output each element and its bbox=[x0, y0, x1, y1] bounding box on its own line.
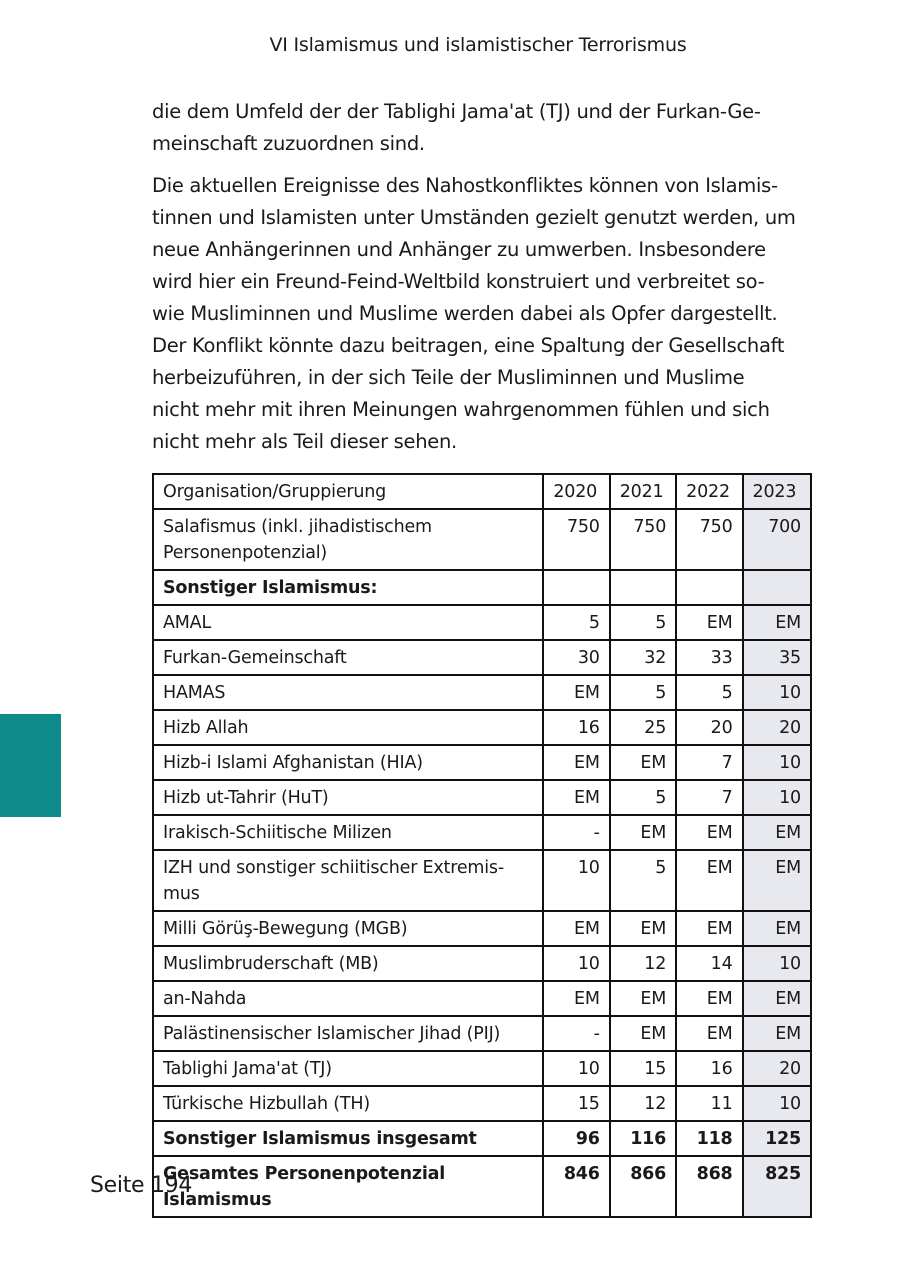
row-label-line: IZH und sonstiger schiitischer Extremis- bbox=[163, 858, 504, 878]
value-cell: 846 bbox=[543, 1156, 609, 1217]
value-cell: - bbox=[543, 1016, 609, 1051]
table-row bbox=[153, 675, 811, 710]
value-cell: 11 bbox=[676, 1086, 742, 1121]
personenpotenzial-table bbox=[152, 473, 812, 1218]
value-cell: 750 bbox=[543, 509, 609, 570]
value-cell: EM bbox=[743, 911, 811, 946]
running-header: VI Islamismus und islamistischer Terrorismus bbox=[269, 34, 687, 56]
value-cell: 16 bbox=[543, 710, 609, 745]
table-row bbox=[153, 605, 811, 640]
value-cell: EM bbox=[543, 745, 609, 780]
header-cell-year: 2020 bbox=[543, 474, 609, 509]
text-line: nicht mehr mit ihren Meinungen wahrgenommen fühlen und sich bbox=[152, 398, 770, 421]
value-cell: 7 bbox=[676, 745, 742, 780]
row-label-cell: AMAL bbox=[153, 605, 543, 640]
row-label-cell: Hizb Allah bbox=[153, 710, 543, 745]
value-cell: 20 bbox=[676, 710, 742, 745]
value-cell: 10 bbox=[743, 1086, 811, 1121]
table-row bbox=[153, 1156, 811, 1217]
table-row bbox=[153, 815, 811, 850]
value-cell: 5 bbox=[676, 675, 742, 710]
value-cell: 5 bbox=[610, 850, 676, 911]
value-cell: 116 bbox=[610, 1121, 676, 1156]
value-cell: 35 bbox=[743, 640, 811, 675]
row-label-line: mus bbox=[163, 884, 200, 904]
value-cell: 7 bbox=[676, 780, 742, 815]
value-cell: 825 bbox=[743, 1156, 811, 1217]
value-cell: EM bbox=[610, 1016, 676, 1051]
value-cell: 15 bbox=[543, 1086, 609, 1121]
value-cell: 20 bbox=[743, 710, 811, 745]
row-label-cell: HAMAS bbox=[153, 675, 543, 710]
value-cell: EM bbox=[610, 815, 676, 850]
row-label-cell: Tablighi Jama'at (TJ) bbox=[153, 1051, 543, 1086]
value-cell: 14 bbox=[676, 946, 742, 981]
chapter-tab-marker bbox=[0, 714, 61, 817]
row-label-line: Salafismus (inkl. jihadistischem bbox=[163, 517, 432, 537]
value-cell: 15 bbox=[610, 1051, 676, 1086]
value-cell: 10 bbox=[743, 675, 811, 710]
value-cell: 5 bbox=[543, 605, 609, 640]
value-cell: EM bbox=[743, 981, 811, 1016]
value-cell: EM bbox=[676, 1016, 742, 1051]
table-row bbox=[153, 911, 811, 946]
value-cell: EM bbox=[743, 605, 811, 640]
table-header-row bbox=[153, 474, 811, 509]
table-row bbox=[153, 1121, 811, 1156]
value-cell: 10 bbox=[543, 946, 609, 981]
table-row bbox=[153, 509, 811, 570]
value-cell: 10 bbox=[543, 850, 609, 911]
row-label-cell: Irakisch-Schiitische Milizen bbox=[153, 815, 543, 850]
row-label-cell: Hizb-i Islami Afghanistan (HIA) bbox=[153, 745, 543, 780]
text-line: Die aktuellen Ereignisse des Nahostkonfliktes können von Islamis- bbox=[152, 174, 778, 197]
table-row bbox=[153, 981, 811, 1016]
value-cell: EM bbox=[676, 605, 742, 640]
value-cell bbox=[610, 570, 676, 605]
table-row bbox=[153, 780, 811, 815]
value-cell: 16 bbox=[676, 1051, 742, 1086]
value-cell: 125 bbox=[743, 1121, 811, 1156]
text-line: neue Anhängerinnen und Anhänger zu umwerben. Insbesondere bbox=[152, 238, 766, 261]
table-row bbox=[153, 710, 811, 745]
value-cell: 750 bbox=[610, 509, 676, 570]
row-label-cell: Türkische Hizbullah (TH) bbox=[153, 1086, 543, 1121]
value-cell: 868 bbox=[676, 1156, 742, 1217]
text-line: tinnen und Islamisten unter Umständen gezielt genutzt werden, um bbox=[152, 206, 796, 229]
value-cell: 5 bbox=[610, 675, 676, 710]
table-row bbox=[153, 570, 811, 605]
text-line: nicht mehr als Teil dieser sehen. bbox=[152, 430, 457, 453]
value-cell: EM bbox=[543, 675, 609, 710]
value-cell: 10 bbox=[543, 1051, 609, 1086]
body-text bbox=[152, 96, 812, 468]
row-label-cell: Hizb ut-Tahrir (HuT) bbox=[153, 780, 543, 815]
value-cell: 5 bbox=[610, 605, 676, 640]
text-line: wird hier ein Freund-Feind-Weltbild konstruiert und verbreitet so- bbox=[152, 270, 765, 293]
table-row bbox=[153, 745, 811, 780]
text-line: meinschaft zuzuordnen sind. bbox=[152, 132, 425, 155]
value-cell: 30 bbox=[543, 640, 609, 675]
header-cell-organisation: Organisation/Gruppierung bbox=[153, 474, 543, 509]
row-label-cell: Palästinensischer Islamischer Jihad (PIJ) bbox=[153, 1016, 543, 1051]
value-cell: 5 bbox=[610, 780, 676, 815]
value-cell: EM bbox=[676, 981, 742, 1016]
text-line: wie Musliminnen und Muslime werden dabei als Opfer dargestellt. bbox=[152, 302, 778, 325]
value-cell: 12 bbox=[610, 946, 676, 981]
value-cell: 700 bbox=[743, 509, 811, 570]
table-row bbox=[153, 1051, 811, 1086]
table-row bbox=[153, 850, 811, 911]
value-cell bbox=[543, 570, 609, 605]
text-line: Der Konflikt könnte dazu beitragen, eine Spaltung der Gesellschaft bbox=[152, 334, 785, 357]
value-cell: EM bbox=[743, 815, 811, 850]
value-cell bbox=[743, 570, 811, 605]
value-cell: EM bbox=[610, 981, 676, 1016]
row-label-cell: Sonstiger Islamismus: bbox=[153, 570, 543, 605]
header-cell-year: 2021 bbox=[610, 474, 676, 509]
paragraph-2 bbox=[152, 170, 812, 458]
row-label-cell: Furkan-Gemeinschaft bbox=[153, 640, 543, 675]
value-cell: 750 bbox=[676, 509, 742, 570]
value-cell: EM bbox=[676, 911, 742, 946]
value-cell: EM bbox=[610, 745, 676, 780]
value-cell: 10 bbox=[743, 745, 811, 780]
row-label-cell: Sonstiger Islamismus insgesamt bbox=[153, 1121, 543, 1156]
value-cell: EM bbox=[543, 780, 609, 815]
value-cell: 32 bbox=[610, 640, 676, 675]
value-cell: EM bbox=[543, 911, 609, 946]
value-cell: EM bbox=[743, 1016, 811, 1051]
page-number: Seite 194 bbox=[90, 1173, 193, 1198]
value-cell: 10 bbox=[743, 946, 811, 981]
header-cell-year: 2022 bbox=[676, 474, 742, 509]
value-cell: EM bbox=[543, 981, 609, 1016]
table-row bbox=[153, 1016, 811, 1051]
row-label-cell bbox=[153, 850, 543, 911]
table-row bbox=[153, 946, 811, 981]
row-label-line: Personenpotenzial) bbox=[163, 543, 328, 563]
table-row bbox=[153, 640, 811, 675]
value-cell: EM bbox=[676, 850, 742, 911]
value-cell: EM bbox=[610, 911, 676, 946]
value-cell: - bbox=[543, 815, 609, 850]
row-label-cell: Muslimbruderschaft (MB) bbox=[153, 946, 543, 981]
value-cell: 20 bbox=[743, 1051, 811, 1086]
value-cell bbox=[676, 570, 742, 605]
value-cell: 866 bbox=[610, 1156, 676, 1217]
text-line: die dem Umfeld der der Tablighi Jama'at (TJ) und der Furkan-Ge- bbox=[152, 100, 761, 123]
value-cell: 10 bbox=[743, 780, 811, 815]
table-body bbox=[153, 509, 811, 1217]
text-line: herbeizuführen, in der sich Teile der Musliminnen und Muslime bbox=[152, 366, 745, 389]
row-label-cell: Milli Görüş-Bewegung (MGB) bbox=[153, 911, 543, 946]
value-cell: EM bbox=[743, 850, 811, 911]
value-cell: 118 bbox=[676, 1121, 742, 1156]
row-label-cell bbox=[153, 509, 543, 570]
value-cell: 12 bbox=[610, 1086, 676, 1121]
value-cell: 33 bbox=[676, 640, 742, 675]
header-cell-year: 2023 bbox=[743, 474, 811, 509]
paragraph-1 bbox=[152, 96, 812, 160]
value-cell: 25 bbox=[610, 710, 676, 745]
value-cell: 96 bbox=[543, 1121, 609, 1156]
table-row bbox=[153, 1086, 811, 1121]
value-cell: EM bbox=[676, 815, 742, 850]
row-label-cell: Gesamtes Personenpotenzial Islamismus bbox=[153, 1156, 543, 1217]
row-label-cell: an-Nahda bbox=[153, 981, 543, 1016]
